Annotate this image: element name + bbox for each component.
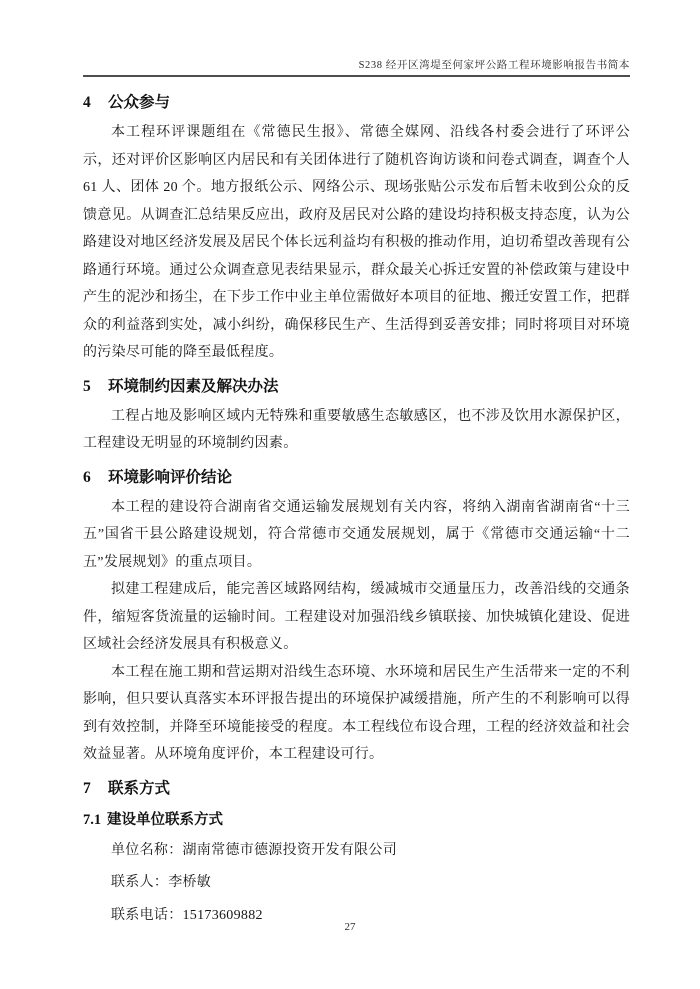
contact-unit-name-label: 单位名称：: [111, 842, 183, 858]
section-title: 联系方式: [108, 779, 171, 797]
contact-person-value: 李桥敏: [168, 875, 212, 890]
paragraph: 工程占地及影响区域内无特殊和重要敏感生态敏感区，也不涉及饮用水源保护区，工程建设无明显的环境制约因素。: [83, 408, 630, 451]
page-header-title: S238 经开区湾堤至何家坪公路工程环境影响报告书简本: [358, 60, 630, 71]
section-number: 7: [83, 779, 91, 797]
section-number: 5: [83, 377, 91, 395]
page-number: 27: [344, 921, 356, 933]
section-title: 环境制约因素及解决办法: [108, 377, 279, 395]
paragraph: 本工程的建设符合湖南省交通运输发展规划有关内容，将纳入湖南省湖南省“十三五”国省干县公路建设规划，符合常德市交通发展规划，属于《常德市交通运输“十二五”发展规划》的重点项目。: [83, 499, 630, 570]
header-divider: [83, 75, 630, 77]
section-title: 公众参与: [108, 94, 171, 111]
section-heading-contact: [83, 775, 630, 803]
subsection-number: 7.1: [83, 811, 102, 828]
section-heading-eia-conclusion: [83, 464, 630, 492]
contact-phone-value: 15173609882: [182, 907, 263, 923]
section-number: 4: [83, 94, 91, 111]
paragraph: 本工程环评课题组在《常德民生报》、常德全媒网、沿线各村委会进行了环评公示，还对评价区影响区内居民和有关团体进行了随机咨询访谈和问卷式调查，调查个人 61 人、团体 20 个。地方报纸公示、网络公示、现场张贴公示发布后暂未收到公众的反馈意见。从调查汇总结果反应出，政府及居民对公路的建设均持积极支持态度，认为公路建设对地区经济发展及居民个体长远利益均有积极的推动作用，迫切希望改善现有公路通行环境。通过公众调查意见表结果显示，群众最关心拆迁安置的补偿政策与建设中产生的泥沙和扬尘，在下步工作中业主单位需做好本项目的征地、搬迁安置工作，把群众的利益落到实处，减小纠纷，确保移民生产、生活得到妥善安排；同时将项目对环境的污染尽可能的降至最低程度。: [83, 125, 630, 360]
subsection-title: 建设单位联系方式: [107, 811, 223, 828]
paragraph: 本工程在施工期和营运期对沿线生态环境、水环境和居民生产生活带来一定的不利影响，但只要认真落实本环评报告提出的环境保护减缓措施，所产生的不利影响可以得到有效控制，并降至环境能接受的程度。本工程线位布设合理，工程的经济效益和社会效益显著。从环境角度评价，本工程建设可行。: [83, 664, 630, 762]
section-number: 6: [83, 468, 91, 486]
contact-phone-label: 联系电话：: [111, 907, 183, 923]
paragraph: 拟建工程建成后，能完善区域路网结构，缓减城市交通量压力，改善沿线的交通条件，缩短客货流量的运输时间。工程建设对加强沿线乡镇联接、加快城镇化建设、促进区域社会经济发展具有积极意义。: [83, 582, 630, 652]
section-heading-public-participation: [83, 89, 630, 117]
contact-person-label: 联系人：: [111, 875, 169, 890]
contact-unit-name-value: 湖南常德市德源投资开发有限公司: [182, 842, 397, 858]
contact-person: [83, 867, 630, 900]
contact-unit-name: [83, 835, 630, 868]
document-body: [83, 89, 630, 932]
section-heading-constraints: [83, 373, 630, 401]
section-title: 环境影响评价结论: [108, 468, 233, 486]
subsection-heading-owner-contact: [83, 805, 630, 835]
